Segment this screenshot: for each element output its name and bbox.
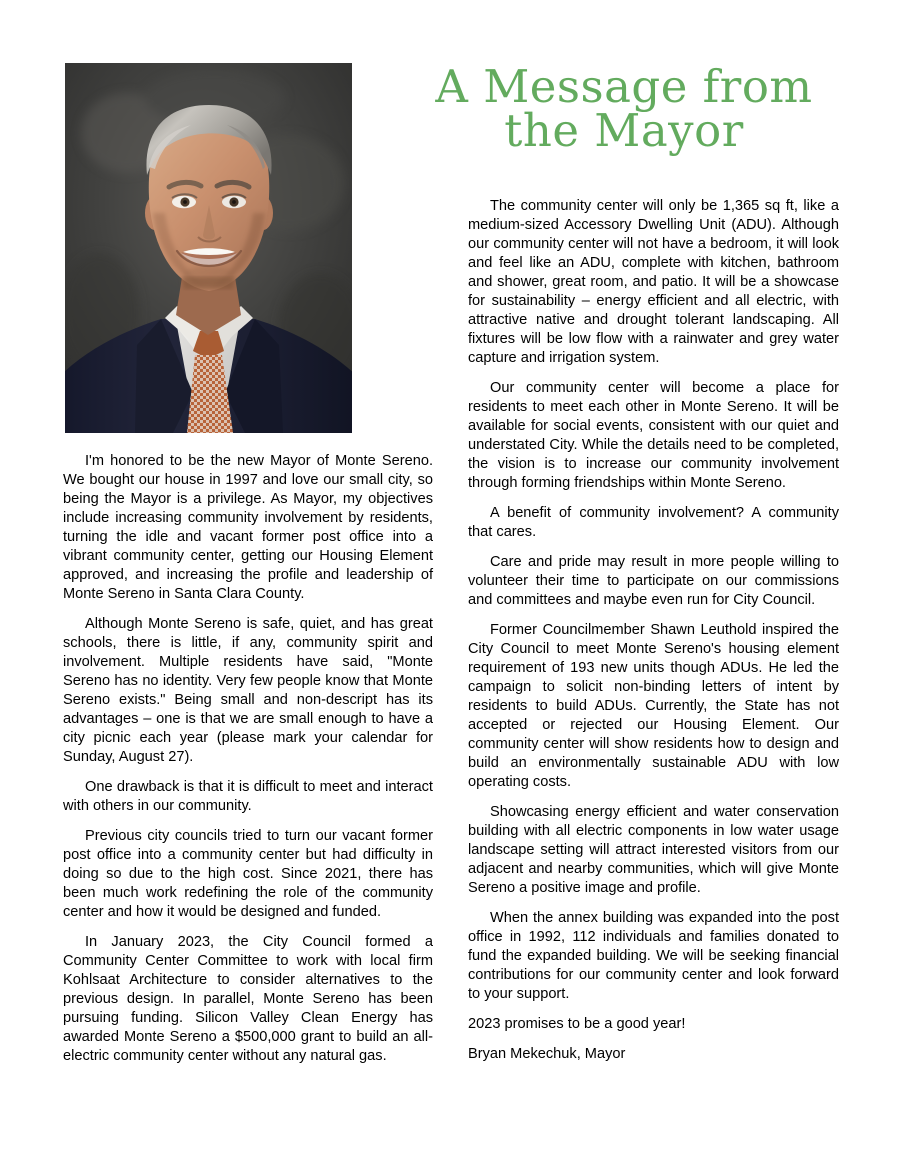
- right-paragraph-1: The community center will only be 1,365 sq ft, like a medium-sized Accessory Dwelling Unit (ADU). Although our community center will not have a bedroom, it will look and feel like an ADU, complete with kitchen, bathroom and shower, great room, and patio. It will be a showcase for sustainability – energy efficient and all electric, with attractive native and drought tolerant landscaping. All fixtures will be low flow with a rainwater and grey water capture and irrigation system.: [468, 198, 839, 366]
- article-right-column: [468, 197, 839, 1064]
- page-title-line-2: the Mayor: [504, 103, 744, 157]
- closing-line: 2023 promises to be a good year!: [468, 1016, 686, 1032]
- left-paragraph-2: Although Monte Sereno is safe, quiet, and has great schools, there is little, if any, community spirit and involvement. Multiple residents have said, "Monte Sereno has no identity. Very few people know that Monte Sereno exists." Being small and non-descript has its advantages – one is that we are small enough to have a city picnic each year (please mark your calendar for Sunday, August 27).: [63, 616, 433, 765]
- signature: Bryan Mekechuk, Mayor: [468, 1046, 626, 1062]
- article-left-column: [63, 452, 433, 1066]
- left-paragraph-4: Previous city councils tried to turn our vacant former post office into a community center but had difficulty in doing so due to the high cost. Since 2021, there has been much work redefining the role of the community center and how it would be designed and funded.: [63, 828, 433, 920]
- right-paragraph-7: When the annex building was expanded into the post office in 1992, 112 individuals and families donated to fund the expanded building. We will be seeking financial contributions for our community center and look forward to your support.: [468, 910, 839, 1002]
- right-paragraph-5: Former Councilmember Shawn Leuthold inspired the City Council to meet Monte Sereno's housing element requirement of 193 new units though ADUs. He led the campaign to solicit non-binding letters of intent by residents to build ADUs. Currently, the State has not accepted or rejected our Housing Element. Our community center will show residents how to design and build an environmentally sustainable ADU with low operating costs.: [468, 622, 839, 790]
- right-paragraph-3: A benefit of community involvement? A community that cares.: [468, 505, 839, 540]
- left-paragraph-5: In January 2023, the City Council formed a Community Center Committee to work with local firm Kohlsaat Architecture to consider alternatives to the previous design. In parallel, Monte Sereno has been pursuing funding. Silicon Valley Clean Energy has awarded Monte Sereno a $500,000 grant to build an all-electric community center without any natural gas.: [63, 934, 433, 1064]
- right-paragraph-4: Care and pride may result in more people willing to volunteer their time to participate on our commissions and committees and maybe even run for City Council.: [468, 554, 839, 608]
- right-paragraph-6: Showcasing energy efficient and water conservation building with all electric components in low water usage landscape setting will attract interested visitors from our adjacent and nearby communities, which will give Monte Sereno a positive image and profile.: [468, 804, 839, 896]
- left-paragraph-1: I'm honored to be the new Mayor of Monte Sereno. We bought our house in 1997 and love our small city, so being the Mayor is a privilege. As Mayor, my objectives include increasing community involvement by residents, turning the idle and vacant former post office into a vibrant community center, getting our Housing Element approved, and increasing the profile and leadership of Monte Sereno in Santa Clara County.: [63, 453, 433, 602]
- right-paragraph-2: Our community center will become a place for residents to meet each other in Monte Sereno. It will be available for social events, consistent with our quiet and understated City. While the details need to be completed, the vision is to increase our community involvement through forming friendships within Monte Sereno.: [468, 380, 839, 491]
- mayor-portrait-illustration: [65, 63, 352, 433]
- mayor-portrait-photo: [65, 63, 352, 433]
- page-title-line-1: A Message from: [435, 60, 813, 113]
- left-paragraph-3: One drawback is that it is difficult to meet and interact with others in our community.: [63, 779, 433, 814]
- page-title: [404, 60, 844, 157]
